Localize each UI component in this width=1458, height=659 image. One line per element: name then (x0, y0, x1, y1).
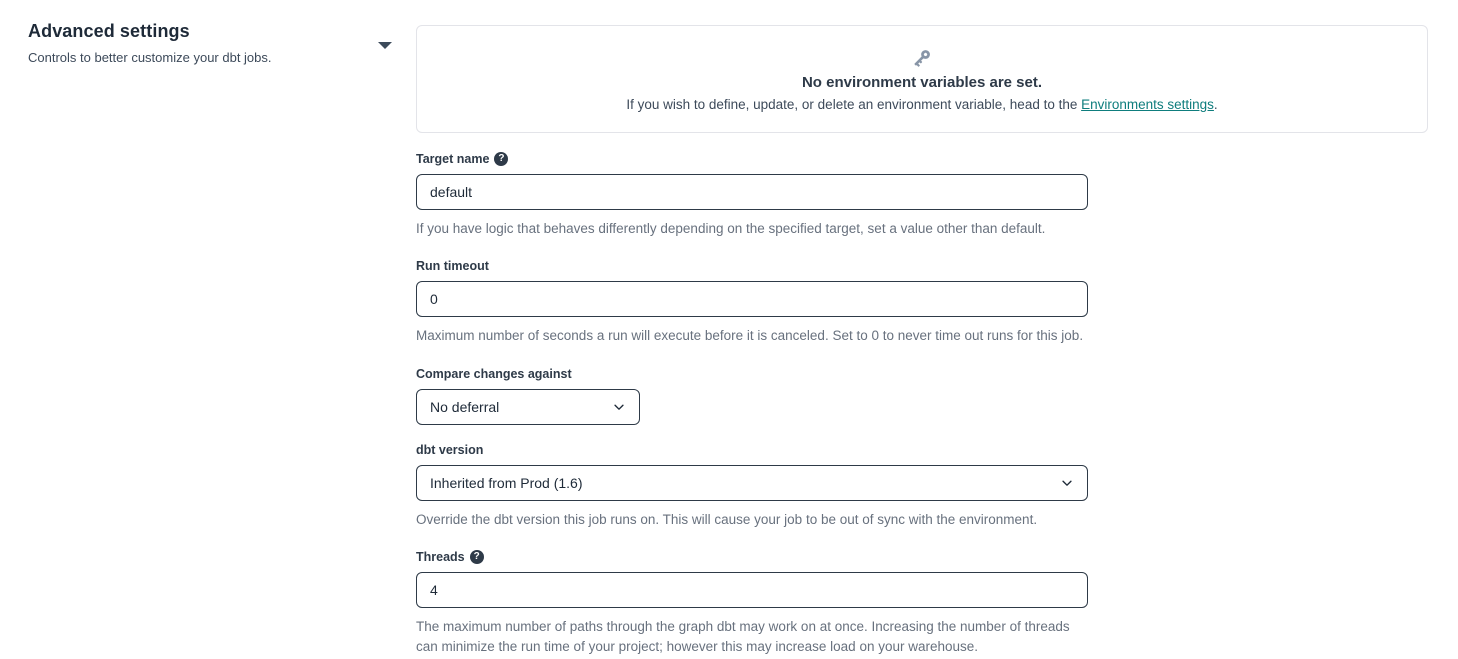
compare-changes-selected-value: No deferral (430, 398, 500, 415)
threads-label: Threads (416, 549, 465, 564)
threads-help-icon[interactable]: ? (470, 550, 484, 564)
target-name-helper: If you have logic that behaves differently depending on the specified target, set a value other than default. (416, 221, 1046, 236)
chevron-down-icon (1060, 476, 1074, 490)
dbt-version-helper: Override the dbt version this job runs on. This will cause your job to be out of sync with the environment. (416, 511, 1038, 527)
run-timeout-input[interactable] (416, 281, 1088, 317)
env-empty-message (626, 97, 1217, 112)
dbt-version-label: dbt version (416, 442, 484, 457)
field-target-name (416, 152, 1088, 239)
field-run-timeout (416, 259, 1088, 346)
compare-changes-label: Compare changes against (416, 366, 572, 381)
threads-helper: The maximum number of paths through the graph dbt may work on at once. Increasing the number of threads can minimize the run time of your project; however this may increase load on your warehouse. (416, 618, 1070, 654)
field-dbt-version (416, 443, 1088, 530)
collapse-section-caret-icon[interactable] (378, 42, 392, 49)
page-title: Advanced settings (28, 21, 190, 41)
key-icon (910, 46, 934, 70)
target-name-label: Target name (416, 152, 490, 166)
section-header (28, 21, 368, 65)
env-empty-title: No environment variables are set. (801, 74, 1043, 91)
threads-input[interactable] (416, 572, 1088, 608)
target-name-input[interactable] (416, 174, 1088, 210)
env-message-prefix: If you wish to define, update, or delete an environment variable, head to the (626, 97, 1082, 112)
settings-form (416, 25, 1428, 657)
env-variables-empty-state (416, 25, 1428, 133)
compare-changes-select[interactable] (416, 389, 640, 425)
run-timeout-label: Run timeout (416, 259, 489, 274)
page-subtitle: Controls to better customize your dbt jobs. (28, 50, 272, 65)
field-compare-changes (416, 367, 1088, 425)
chevron-down-icon (612, 400, 626, 414)
env-message-suffix: . (1213, 97, 1218, 112)
dbt-version-select[interactable] (416, 465, 1088, 501)
environments-settings-link[interactable]: Environments settings (1081, 97, 1214, 112)
field-threads (416, 550, 1088, 658)
dbt-version-selected-value: Inherited from Prod (1.6) (430, 474, 583, 491)
target-name-help-icon[interactable]: ? (494, 152, 508, 166)
run-timeout-helper: Maximum number of seconds a run will execute before it is canceled. Set to 0 to never time out runs for this job. (416, 328, 1084, 344)
